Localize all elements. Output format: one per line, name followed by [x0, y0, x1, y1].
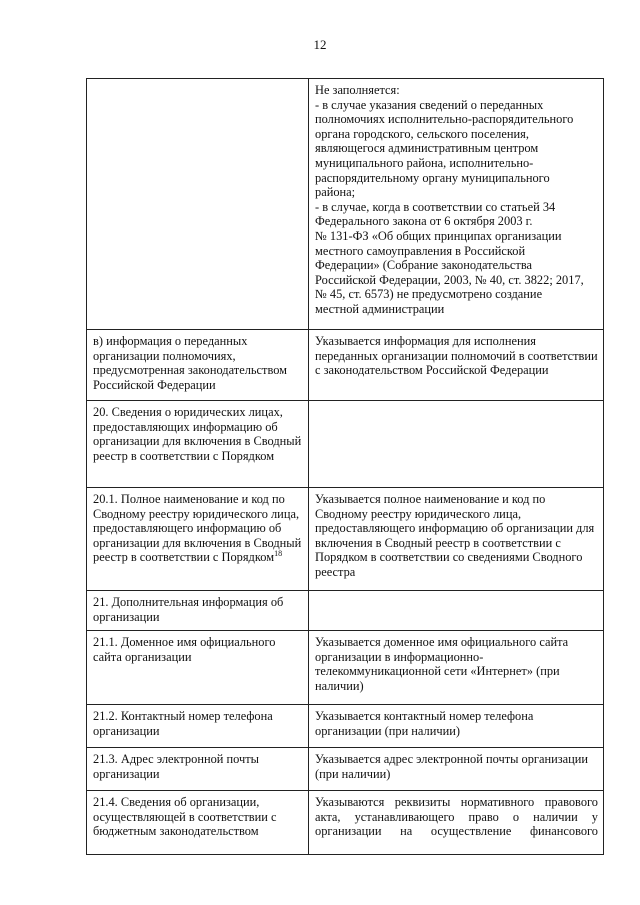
text-line: № 131-ФЗ «Об общих принципах организации — [315, 228, 562, 243]
row-label: 20. Сведения о юридических лицах, предоставляющих информацию об организации для включения в Сводный реестр в соответствии с Порядком — [87, 401, 309, 488]
document-table — [86, 78, 604, 855]
table-row — [87, 488, 604, 591]
text-line: полномочиях исполнительно-распорядительного — [315, 112, 574, 127]
text-line: Не заполняется: — [315, 83, 400, 97]
row-description: Указывается информация для исполнения переданных организации полномочий в соответствии с законодательством Российской Федерации — [309, 330, 604, 401]
row-label — [87, 488, 309, 591]
row-description — [309, 791, 604, 855]
page-number: 12 — [313, 37, 327, 52]
row-label: 21.3. Адрес электронной почты организации — [87, 748, 309, 791]
text-line: Указываются реквизиты нормативного правового — [315, 795, 598, 810]
row-label-empty — [87, 79, 309, 330]
row-description — [309, 79, 604, 330]
row-description — [309, 591, 604, 631]
row-description: Указывается контактный номер телефона организации (при наличии) — [309, 705, 604, 748]
text-line: акта, устанавливающего право о наличии у — [315, 809, 598, 824]
text-line: № 45, ст. 6573) не предусмотрено создание — [315, 287, 543, 302]
text-line: Федерального закона от 6 октября 2003 г. — [315, 214, 533, 229]
table-row — [87, 330, 604, 401]
text-line: местного самоуправления в Российской — [315, 243, 526, 258]
table-row — [87, 401, 604, 488]
text-line: района; — [315, 185, 356, 200]
row-description: Указывается адрес электронной почты организации (при наличии) — [309, 748, 604, 791]
text-line: Федерации» (Собрание законодательства — [315, 258, 533, 273]
text-line: муниципального района, исполнительно- — [315, 155, 534, 170]
table-row — [87, 79, 604, 330]
row-description — [309, 401, 604, 488]
row-label: 21.4. Сведения об организации, осуществляющей в соответствии с бюджетным законодательством — [87, 791, 309, 855]
table-row — [87, 791, 604, 855]
row-label-text: 20.1. Полное наименование и код по Сводному реестру юридического лица, предоставляющего информацию об организации для включения в Сводный реестр в соответствии с Порядком — [93, 492, 302, 565]
row-label: 21.1. Доменное имя официального сайта организации — [87, 631, 309, 705]
table-row — [87, 631, 604, 705]
text-line: местной администрации — [315, 301, 445, 316]
row-description: Указывается доменное имя официального сайта организации в информационно-телекоммуникационной сети «Интернет» (при наличии) — [309, 631, 604, 705]
text-line: - в случае, когда в соответствии со статьей 34 — [315, 199, 556, 214]
table-row — [87, 705, 604, 748]
footnote-marker: 18 — [274, 549, 283, 559]
text-line: органа городского, сельского поселения, — [315, 126, 529, 141]
row-label: 21. Дополнительная информация об организации — [87, 591, 309, 631]
table-row — [87, 591, 604, 631]
row-label: 21.2. Контактный номер телефона организации — [87, 705, 309, 748]
text-line: распорядительному органу муниципального — [315, 170, 550, 185]
text-line: Российской Федерации, 2003, № 40, ст. 3822; 2017, — [315, 272, 584, 287]
text-line: - в случае указания сведений о переданных — [315, 97, 544, 112]
table-row — [87, 748, 604, 791]
text-line: организации на осуществление финансового — [315, 824, 598, 839]
text-line: являющегося административным центром — [315, 141, 539, 156]
row-label: в) информация о переданных организации полномочиях, предусмотренная законодательством Российской Федерации — [87, 330, 309, 401]
row-description: Указывается полное наименование и код по Сводному реестру юридического лица, предоставляющего информацию об организации для включения в Сводный реестр в соответствии с Порядком в соответствии со сведениями Сводного реестра — [309, 488, 604, 591]
